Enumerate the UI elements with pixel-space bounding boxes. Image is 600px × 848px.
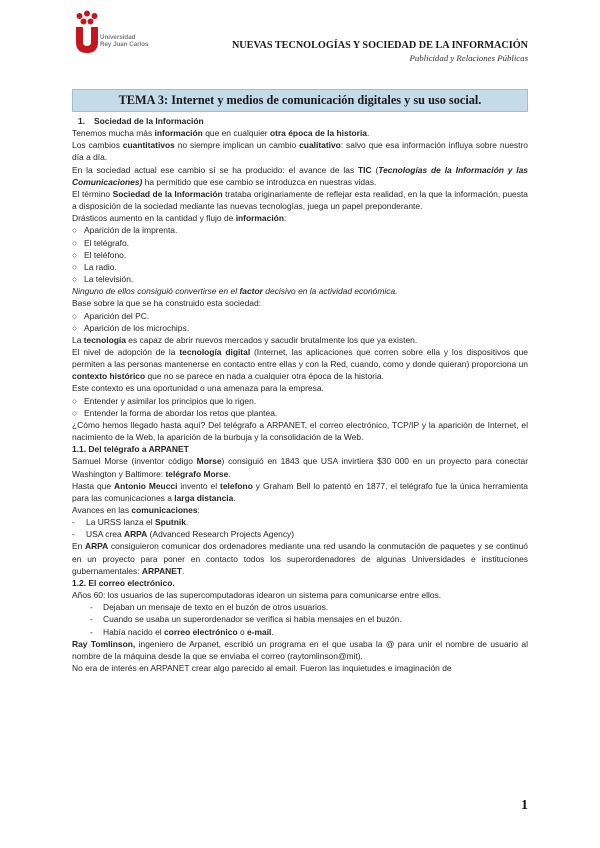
logo-u-mark-icon	[75, 27, 99, 53]
page-header	[0, 0, 600, 70]
page-number: 1	[521, 798, 528, 813]
paragraph: La tecnología es capaz de abrir nuevos mercados y sacudir brutalmente los que ya existen.	[72, 334, 418, 345]
paragraph: El término Sociedad de la Información trataba originariamente de reflejar esta realidad, en la que la información, puesta a disposición de la sociedad mediante las nuevas tecnologías, juega un papel preponderante.	[72, 188, 528, 212]
paragraph: Años 60: los usuarios de las supercomputadoras idearon un sistema para comunicarse entre ellos.	[72, 590, 442, 601]
paragraph: Ninguno de ellos consiguió convertirse en el factor decisivo en la actividad económica.	[72, 286, 398, 297]
paragraph: Samuel Morse (inventor código Morse) consiguió en 1843 que USA invirtiera $30 000 en un proyecto para conectar Washington y Baltimore: telégrafo Morse.	[72, 456, 529, 479]
list-item: ○ Aparición de los microchips.	[72, 322, 190, 333]
list-item: - Dejaban un mensaje de texto en el buzón de otros usuarios.	[90, 602, 329, 613]
bullet-list	[72, 310, 528, 334]
document-title: NUEVAS TECNOLOGÍAS Y SOCIEDAD DE LA INFORMACIÓN	[231, 40, 528, 51]
subsection-heading: 1.1. Del telégrafo a ARPANET	[72, 444, 189, 455]
paragraph: El nivel de adopción de la tecnología digital (Internet, las aplicaciones que corren sobre ella y los dispositivos que permiten a las personas mantenerse en contacto entre ellas y con la Red, cuando, como y donde quieran) proporciona un contexto histórico que no se parece en nada a cualquier otra época de la historia.	[72, 346, 529, 382]
list-item: ○ El teléfono.	[72, 249, 127, 260]
logo-crown-icon	[75, 10, 99, 26]
dash-list	[72, 516, 528, 540]
paragraph: Drásticos aumento en la cantidad y flujo de información:	[72, 213, 287, 224]
logo-line-2: Rey Juan Carlos	[100, 41, 149, 48]
paragraph: Ray Tomlinson, ingeniero de Arpanet, escribió un programa en el que usaba la @ para unir el nombre de usuario al nombre de la máquina desde la que se enviaba el correo (raytomlinson@mit).	[72, 638, 528, 661]
list-item: ○ Aparición del PC.	[72, 310, 150, 321]
paragraph: No era de interés en ARPANET crear algo parecido al email. Fueron las inquietudes e imaginación de	[72, 663, 452, 674]
paragraph: Avances en las comunicaciones:	[72, 505, 200, 515]
list-item: ○ Aparición de la imprenta.	[72, 225, 178, 236]
document-body	[72, 115, 528, 674]
bullet-list	[72, 224, 528, 285]
paragraph: Los cambios cuantitativos no siempre implican un cambio cualitativo: salvo que esa información influya sobre nuestro día a día.	[72, 140, 528, 163]
university-logo	[73, 10, 155, 54]
list-item: - La URSS lanza el Sputnik.	[72, 517, 189, 528]
paragraph: En ARPA consiguieron comunicar dos ordenadores mediante una red usando la conmutación de paquetes y se continuó en un proyecto para poner en contacto todos los superordenadores de algunas Universidades e instituciones gubernamentales: ARPANET.	[72, 541, 528, 576]
logo-line-1: Universidad	[100, 34, 136, 41]
paragraph: Base sobre la que se ha construido esta sociedad:	[72, 298, 262, 309]
list-item: ○ Entender y asimilar los principios que lo rigen.	[72, 395, 257, 406]
dash-list	[72, 601, 528, 637]
list-item: - USA crea ARPA (Advanced Research Projects Agency)	[72, 529, 295, 540]
list-item: ○ La radio.	[72, 261, 117, 272]
paragraph: En la sociedad actual ese cambio sí se ha producido: el avance de las TIC (Tecnologías de la Información y las Comunicaciones) ha permitido que ese cambio se introduzca en nuestras vidas.	[72, 164, 528, 187]
list-item: ○ Entender la forma de abordar los retos que plantea.	[72, 407, 278, 418]
list-item: - Cuando se usaba un superordenador se verifica si había mensajes en el buzón.	[90, 614, 402, 625]
section-heading: 1. Sociedad de la Información	[78, 116, 204, 126]
paragraph: Hasta que Antonio Meucci invento el telefono y Graham Bell lo patentó en 1877, el telégrafo fue la única herramienta para las comunicaciones a larga distancia.	[72, 480, 529, 503]
paragraph: ¿Cómo hemos llegado hasta aquí? Del telégrafo a ARPANET, el correo electrónico, TCP/IP y la aparición de Internet, el nacimiento de la Web, la aparición de la burbuja y la consolidación de la Web.	[72, 419, 528, 443]
list-item: ○ La televisión.	[72, 274, 134, 285]
bullet-list	[72, 395, 528, 419]
paragraph: Tenemos mucha más información que en cualquier otra época de la historia.	[72, 128, 370, 139]
subsection-heading: 1.2. El correo electrónico.	[72, 577, 175, 588]
topic-title: TEMA 3: Internet y medios de comunicación digitales y su uso social.	[72, 89, 528, 112]
document-subtitle: Publicidad y Relaciones Públicas	[409, 53, 528, 63]
list-item: ○ El telégrafo.	[72, 237, 130, 248]
paragraph: Este contexto es una oportunidad o una amenaza para la empresa.	[72, 383, 324, 394]
list-item: - Había nacido el correo electrónico o e-mail.	[90, 626, 274, 637]
